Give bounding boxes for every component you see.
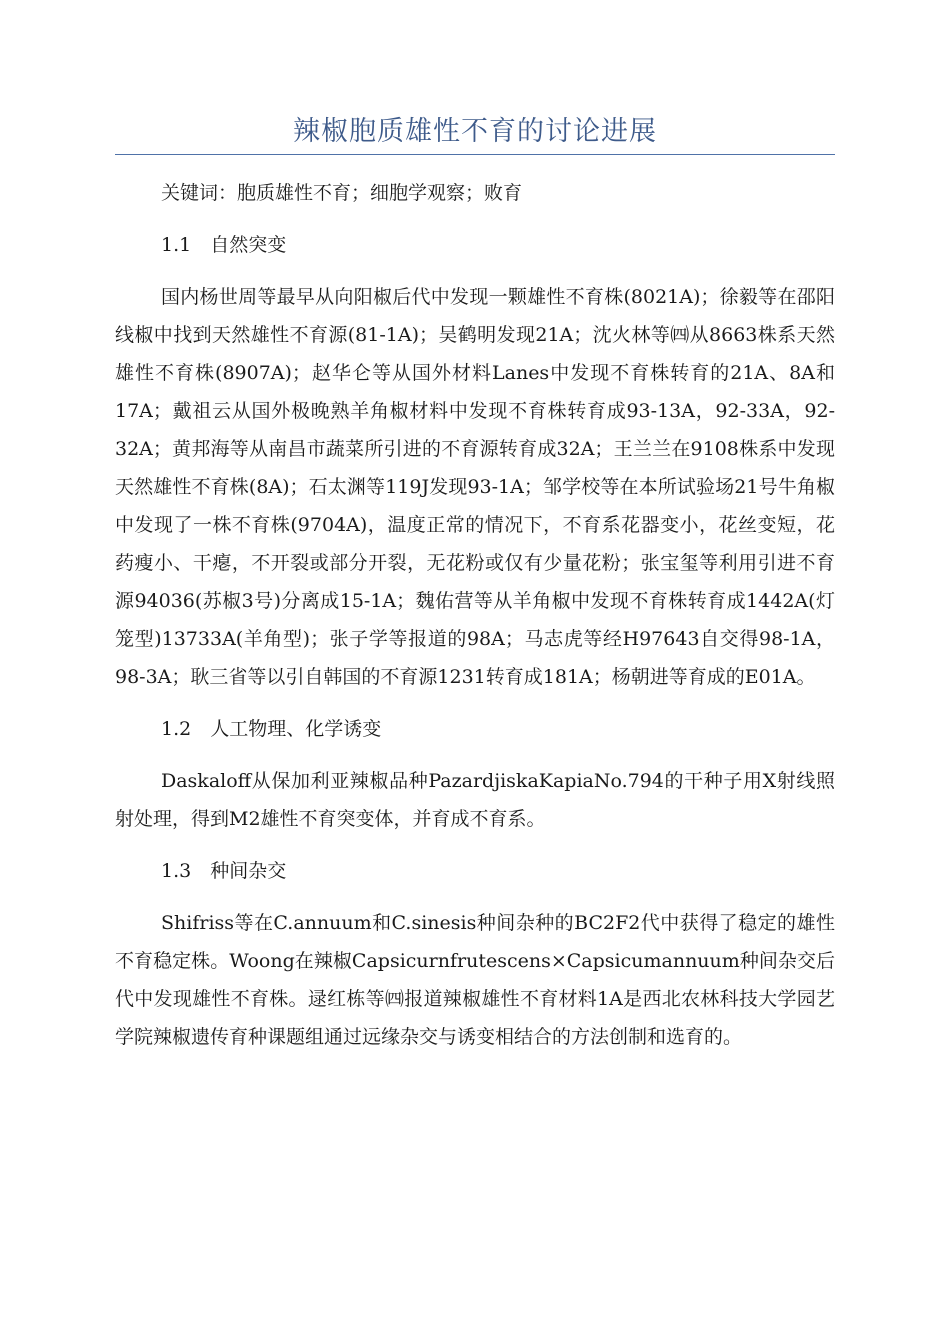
section-body-1-3: Shifriss等在C.annuum和C.sinesis种间杂种的BC2F2代中获得了稳定的雄性不育稳定株。Woong在辣椒Capsicurnfrutescens×Capsicumannuum种间杂交后代中发现雄性不育株。逯红栋等㈣报道辣椒雄性不育材料1A是西北农林科技大学园艺学院辣椒遗传育种课题组通过远缘杂交与诱变相结合的方法创制和选育的。 <box>115 912 835 1048</box>
section-heading-1-3: 1.3 种间杂交 <box>161 860 287 882</box>
document-body <box>115 174 835 1070</box>
section-body-1-2: Daskaloff从保加利亚辣椒品种PazardjiskaKapiaNo.794的干种子用X射线照射处理，得到M2雄性不育突变体，并育成不育系。 <box>115 770 835 830</box>
document-title: 辣椒胞质雄性不育的讨论进展 <box>293 116 657 147</box>
section-body-1-1: 国内杨世周等最早从向阳椒后代中发现一颗雄性不育株(8021A)；徐毅等在邵阳线椒中找到天然雄性不育源(81-1A)；吴鹤明发现21A；沈火林等㈣从8663株系天然雄性不育株(8907A)；赵华仑等从国外材料Lanes中发现不育株转育的21A、8A和17A；戴祖云从国外极晚熟羊角椒材料中发现不育株转育成93-13A，92-33A，92-32A；黄邦海等从南昌市蔬菜所引进的不育源转育成32A；王兰兰在9108株系中发现天然雄性不育株(8A)；石太渊等119J发现93-1A；邹学校等在本所试验场21号牛角椒中发现了一株不育株(9704A)，温度正常的情况下，不育系花器变小，花丝变短，花药瘦小、干瘪，不开裂或部分开裂，无花粉或仅有少量花粉；张宝玺等利用引进不育源94036(苏椒3号)分离成15-1A；魏佑营等从羊角椒中发现不育株转育成1442A(灯笼型)13733A(羊角型)；张子学等报道的98A；马志虎等经H97643自交得98-1A，98-3A；耿三省等以引自韩国的不育源1231转育成181A；杨朝进等育成的E01A。 <box>115 286 835 688</box>
title-underline <box>115 154 835 155</box>
section-heading-1-1: 1.1 自然突变 <box>161 234 287 256</box>
section-heading-1-2: 1.2 人工物理、化学诱变 <box>161 718 382 740</box>
keywords-line: 关键词：胞质雄性不育；细胞学观察；败育 <box>161 182 523 204</box>
